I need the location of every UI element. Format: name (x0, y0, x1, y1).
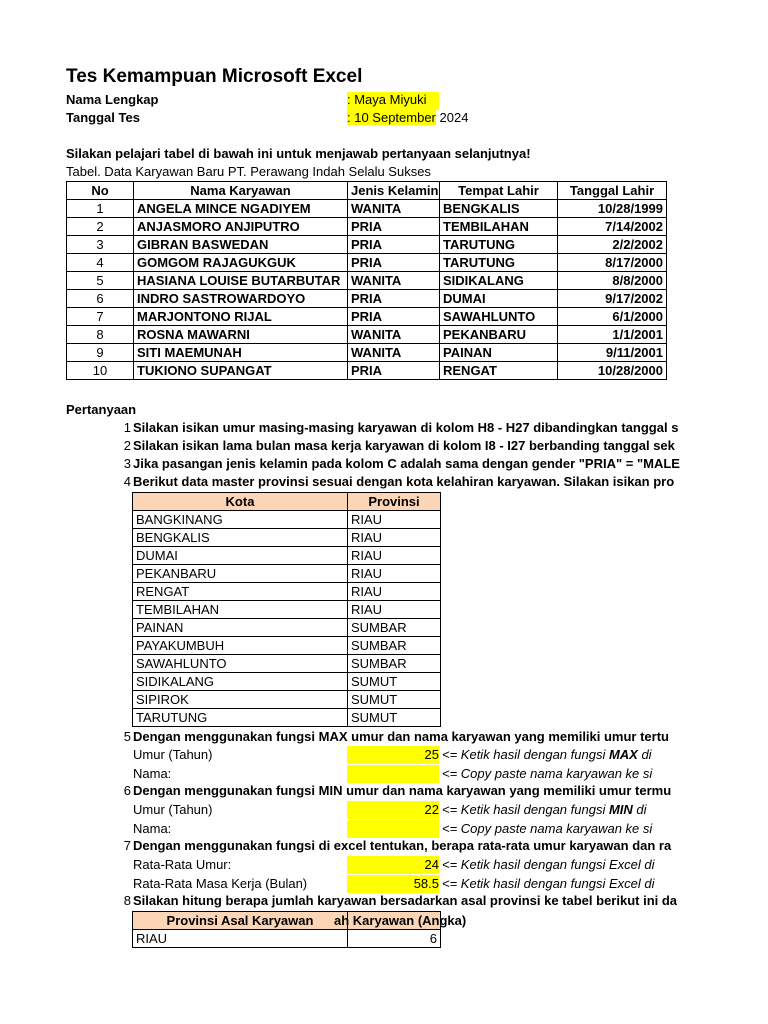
gender-cell[interactable]: WANITA (348, 272, 440, 290)
header-no: No (67, 182, 134, 200)
birth-place-cell[interactable]: RENGAT (440, 362, 558, 380)
header-kota: Kota (133, 493, 348, 511)
question-4-number: 4 (123, 474, 131, 489)
employee-table-header (67, 182, 667, 200)
province-cell[interactable]: SUMBAR (348, 655, 441, 673)
birth-date-cell[interactable]: 9/11/2001 (558, 344, 667, 362)
table-caption: Tabel. Data Karyawan Baru PT. Perawang Indah Selalu Sukses (66, 164, 431, 179)
q5-nama-note: <= Copy paste nama karyawan ke si (442, 766, 653, 781)
q6-umur-note-pre: <= Ketik hasil dengan fungsi (442, 802, 609, 817)
instruction-text: Silakan pelajari tabel di bawah ini untuk menjawab pertanyaan selanjutnya! (66, 146, 531, 161)
row-no-cell[interactable]: 3 (67, 236, 134, 254)
birth-place-cell[interactable]: PAINAN (440, 344, 558, 362)
table-row (133, 547, 441, 565)
header-jenis-kelamin: Jenis Kelamin (348, 182, 440, 200)
birth-place-cell[interactable]: PEKANBARU (440, 326, 558, 344)
province-cell[interactable]: RIAU (133, 930, 348, 948)
date-value[interactable] (347, 110, 468, 125)
birth-date-cell[interactable]: 8/8/2000 (558, 272, 667, 290)
gender-cell[interactable]: WANITA (348, 200, 440, 218)
birth-date-cell[interactable]: 10/28/2000 (558, 362, 667, 380)
city-cell[interactable]: PEKANBARU (133, 565, 348, 583)
employee-name-cell[interactable]: TUKIONO SUPANGAT (134, 362, 348, 380)
city-cell[interactable]: BENGKALIS (133, 529, 348, 547)
city-cell[interactable]: SIPIROK (133, 691, 348, 709)
city-cell[interactable]: SAWAHLUNTO (133, 655, 348, 673)
q6-umur-cell[interactable]: 22 (347, 801, 439, 819)
province-count-header (133, 912, 441, 930)
q5-umur-note-bold: MAX (608, 747, 638, 762)
city-cell[interactable]: TEMBILAHAN (133, 601, 348, 619)
province-cell[interactable]: SUMUT (348, 709, 441, 727)
employee-name-cell[interactable]: SITI MAEMUNAH (134, 344, 348, 362)
question-2-number: 2 (123, 438, 131, 453)
header-nama: Nama Karyawan (134, 182, 348, 200)
birth-date-cell[interactable]: 6/1/2000 (558, 308, 667, 326)
table-row (67, 218, 667, 236)
row-no-cell[interactable]: 2 (67, 218, 134, 236)
employee-name-cell[interactable]: MARJONTONO RIJAL (134, 308, 348, 326)
header-provinsi: Provinsi (348, 493, 441, 511)
q5-nama-label: Nama: (133, 766, 172, 781)
gender-cell[interactable]: PRIA (348, 362, 440, 380)
q6-umur-label: Umur (Tahun) (133, 802, 213, 817)
q7-rata-masa-note: <= Ketik hasil dengan fungsi Excel di (442, 876, 655, 891)
q6-nama-cell[interactable] (347, 820, 439, 838)
employee-name-cell[interactable]: GOMGOM RAJAGUKGUK (134, 254, 348, 272)
question-3-number: 3 (123, 456, 131, 471)
row-no-cell[interactable]: 1 (67, 200, 134, 218)
q5-umur-cell[interactable]: 25 (347, 746, 439, 764)
q5-umur-note-post: di (637, 747, 652, 762)
q5-umur-note-pre: <= Ketik hasil dengan fungsi (442, 747, 609, 762)
table-row (133, 565, 441, 583)
table-row (133, 529, 441, 547)
gender-cell[interactable]: PRIA (348, 254, 440, 272)
city-cell[interactable]: TARUTUNG (133, 709, 348, 727)
birth-date-cell[interactable]: 1/1/2001 (558, 326, 667, 344)
table-row (133, 511, 441, 529)
table-row (133, 673, 441, 691)
question-7-number: 7 (123, 838, 131, 853)
date-label: Tanggal Tes (66, 110, 140, 125)
table-row (133, 709, 441, 727)
province-table-header (133, 493, 441, 511)
province-cell[interactable]: RIAU (348, 511, 441, 529)
gender-cell[interactable]: WANITA (348, 344, 440, 362)
question-4-text: Berikut data master provinsi sesuai dengan kota kelahiran karyawan. Silakan isikan pro (133, 474, 675, 489)
q5-umur-label: Umur (Tahun) (133, 747, 213, 762)
birth-date-cell[interactable]: 10/28/1999 (558, 200, 667, 218)
table-row (67, 344, 667, 362)
gender-cell[interactable]: PRIA (348, 290, 440, 308)
city-cell[interactable]: RENGAT (133, 583, 348, 601)
employee-name-cell[interactable]: HASIANA LOUISE BUTARBUTAR (134, 272, 348, 290)
province-cell[interactable]: RIAU (348, 601, 441, 619)
question-8-number: 8 (123, 893, 131, 908)
q7-rata-masa-label: Rata-Rata Masa Kerja (Bulan) (133, 876, 308, 891)
q6-nama-note: <= Copy paste nama karyawan ke si (442, 821, 653, 836)
q6-nama-label: Nama: (133, 821, 172, 836)
province-cell[interactable]: RIAU (348, 565, 441, 583)
pertanyaan-label: Pertanyaan (66, 402, 137, 417)
q7-rata-umur-note: <= Ketik hasil dengan fungsi Excel di (442, 857, 655, 872)
question-2-text: Silakan isikan lama bulan masa kerja karyawan di kolom I8 - I27 berbanding tanggal sek (133, 438, 675, 453)
table-row (67, 236, 667, 254)
gender-cell[interactable]: PRIA (348, 218, 440, 236)
table-row (67, 254, 667, 272)
employee-table (66, 181, 667, 380)
birth-date-cell[interactable]: 8/17/2000 (558, 254, 667, 272)
gender-cell[interactable]: PRIA (348, 308, 440, 326)
province-cell[interactable]: SUMBAR (348, 619, 441, 637)
name-value[interactable]: : Maya Miyuki (347, 92, 439, 110)
province-cell[interactable]: SUMBAR (348, 637, 441, 655)
table-row (67, 362, 667, 380)
page-title: Tes Kemampuan Microsoft Excel (66, 66, 363, 87)
question-8-text: Silakan hitung berapa jumlah karyawan bersadarkan asal provinsi ke tabel berikut ini da (133, 893, 678, 908)
birth-date-cell[interactable]: 2/2/2002 (558, 236, 667, 254)
count-cell[interactable]: 6 (348, 930, 441, 948)
table-row (67, 200, 667, 218)
q5-umur-note (442, 746, 652, 764)
employee-name-cell[interactable]: ANJASMORO ANJIPUTRO (134, 218, 348, 236)
birth-place-cell[interactable]: TEMBILAHAN (440, 218, 558, 236)
province-cell[interactable]: SUMUT (348, 673, 441, 691)
question-6-number: 6 (123, 783, 131, 798)
table-row (67, 290, 667, 308)
row-no-cell[interactable]: 4 (67, 254, 134, 272)
table-row (133, 583, 441, 601)
table-row (133, 691, 441, 709)
gender-cell[interactable]: WANITA (348, 326, 440, 344)
q7-rata-umur-label: Rata-Rata Umur: (133, 857, 232, 872)
question-1-text: Silakan isikan umur masing-masing karyawan di kolom H8 - H27 dibandingkan tanggal s (133, 420, 679, 435)
header-tanggal-lahir: Tanggal Lahir (558, 182, 667, 200)
province-cell[interactable]: RIAU (348, 583, 441, 601)
row-no-cell[interactable]: 10 (67, 362, 134, 380)
date-value-rest: 2024 (435, 110, 469, 125)
table-row (133, 619, 441, 637)
question-5-number: 5 (123, 729, 131, 744)
table-row (67, 308, 667, 326)
birth-place-cell[interactable]: BENGKALIS (440, 200, 558, 218)
birth-place-cell[interactable]: SIDIKALANG (440, 272, 558, 290)
table-row (67, 272, 667, 290)
province-table (132, 492, 441, 727)
question-1-number: 1 (123, 420, 131, 435)
q6-umur-note-bold: MIN (608, 802, 633, 817)
city-cell[interactable]: BANGKINANG (133, 511, 348, 529)
name-label: Nama Lengkap (66, 92, 159, 107)
row-no-cell[interactable]: 7 (67, 308, 134, 326)
q7-rata-umur-cell[interactable]: 24 (347, 856, 439, 874)
city-cell[interactable]: PAYAKUMBUH (133, 637, 348, 655)
gender-cell[interactable]: PRIA (348, 236, 440, 254)
table-row (133, 655, 441, 673)
birth-place-cell[interactable]: TARUTUNG (440, 254, 558, 272)
row-no-cell[interactable]: 9 (67, 344, 134, 362)
q7-rata-masa-cell[interactable]: 58.5 (347, 875, 439, 893)
header-provinsi-asal: Provinsi Asal Karyawan (133, 912, 348, 930)
row-no-cell[interactable]: 6 (67, 290, 134, 308)
q6-umur-note (442, 801, 647, 819)
employee-name-cell[interactable]: GIBRAN BASWEDAN (134, 236, 348, 254)
header-tempat-lahir: Tempat Lahir (440, 182, 558, 200)
birth-date-cell[interactable]: 9/17/2002 (558, 290, 667, 308)
header-jumlah-karyawan: ah Karyawan (Angka) (334, 913, 467, 928)
city-cell[interactable]: PAINAN (133, 619, 348, 637)
table-row (133, 637, 441, 655)
table-row (133, 601, 441, 619)
row-no-cell[interactable]: 5 (67, 272, 134, 290)
birth-place-cell[interactable]: DUMAI (440, 290, 558, 308)
q6-umur-note-post: di (632, 802, 647, 817)
employee-name-cell[interactable]: ROSNA MAWARNI (134, 326, 348, 344)
birth-place-cell[interactable]: TARUTUNG (440, 236, 558, 254)
province-cell[interactable]: SUMUT (348, 691, 441, 709)
question-6-text: Dengan menggunakan fungsi MIN umur dan nama karyawan yang memiliki umur termu (133, 783, 672, 798)
row-no-cell[interactable]: 8 (67, 326, 134, 344)
table-row (133, 930, 441, 948)
date-value-highlight: : 10 September (347, 110, 436, 125)
province-count-table (132, 911, 467, 948)
question-5-text: Dengan menggunakan fungsi MAX umur dan nama karyawan yang memiliki umur tertu (133, 729, 669, 744)
employee-name-cell[interactable]: INDRO SASTROWARDOYO (134, 290, 348, 308)
birth-place-cell[interactable]: SAWAHLUNTO (440, 308, 558, 326)
birth-date-cell[interactable]: 7/14/2002 (558, 218, 667, 236)
province-cell[interactable]: RIAU (348, 547, 441, 565)
province-cell[interactable]: RIAU (348, 529, 441, 547)
employee-name-cell[interactable]: ANGELA MINCE NGADIYEM (134, 200, 348, 218)
table-row (67, 326, 667, 344)
question-7-text: Dengan menggunakan fungsi di excel tentukan, berapa rata-rata umur karyawan dan ra (133, 838, 672, 853)
q5-nama-cell[interactable] (347, 765, 439, 783)
question-3-text: Jika pasangan jenis kelamin pada kolom C adalah sama dengan gender "PRIA" = "MALE (133, 456, 680, 471)
city-cell[interactable]: SIDIKALANG (133, 673, 348, 691)
city-cell[interactable]: DUMAI (133, 547, 348, 565)
